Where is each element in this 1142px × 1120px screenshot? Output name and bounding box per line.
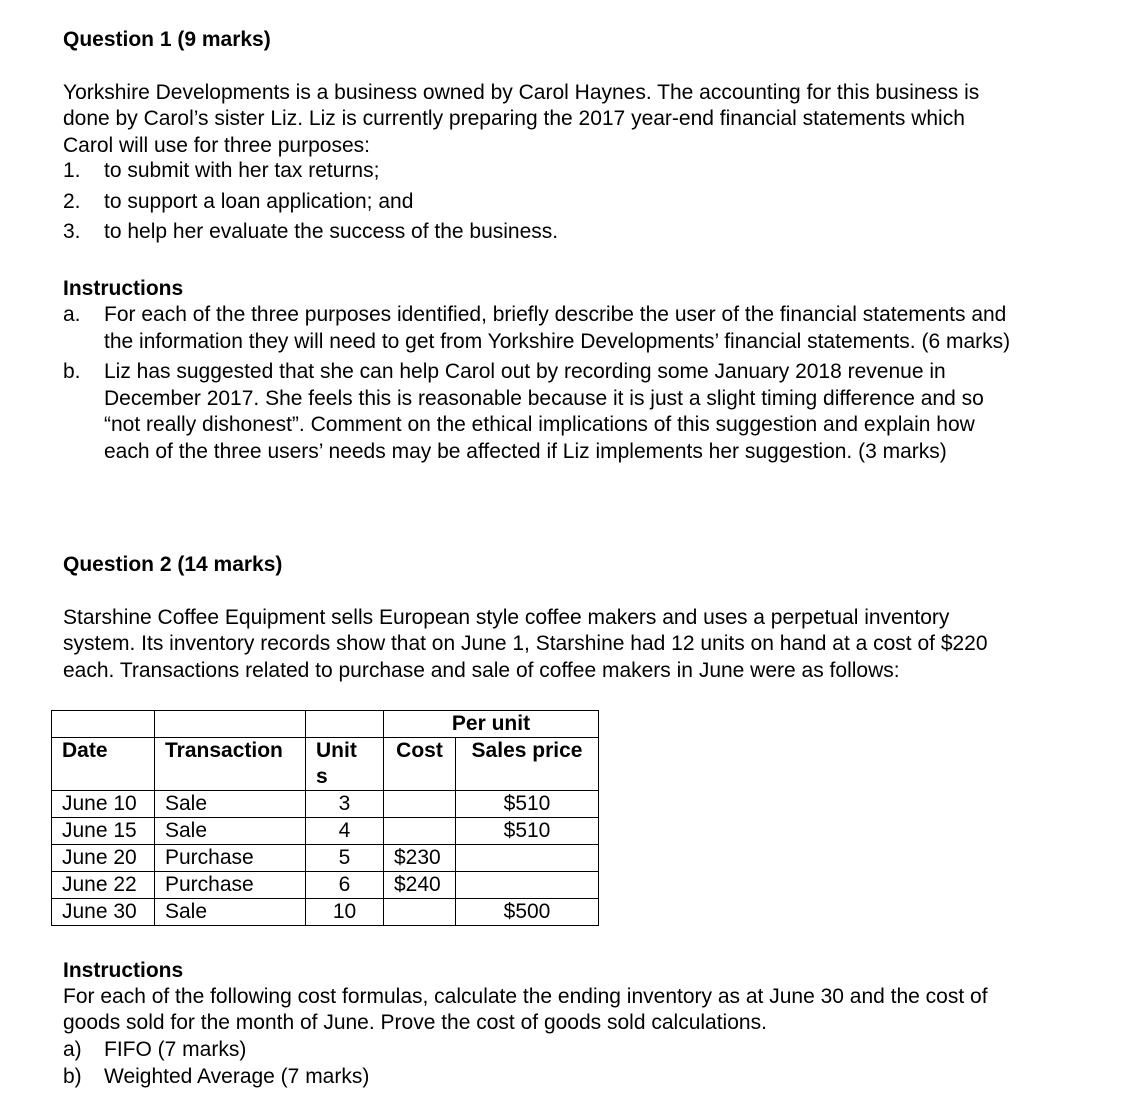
q2-intro-line: Starshine Coffee Equipment sells European style coffee makers and uses a perpetual inventory [63,606,950,629]
date-cell: June 22 [52,872,155,899]
units-cell: 5 [306,845,384,872]
q2-instructions-text [63,984,988,1037]
units-cell: 10 [306,899,384,926]
cost-cell [384,818,456,845]
instruction-line: each of the three users’ needs may be affected if Liz implements her suggestion. (3 marks) [104,439,947,463]
q2-intro-line: each. Transactions related to purchase and sale of coffee makers in June were as follows: [63,658,900,682]
list-text: FIFO (7 marks) [104,1038,247,1061]
transaction-header: Transaction [155,738,306,791]
transaction-cell: Sale [155,899,306,926]
table-row [52,899,599,926]
instruction-line: December 2017. She feels this is reasonable because it is just a slight timing difference and so [104,386,984,410]
list-text [104,359,984,465]
list-label: b. [63,360,81,383]
date-cell: June 15 [52,818,155,845]
price-cell [456,872,599,899]
q1-intro-line: Yorkshire Developments is a business owned by Carol Haynes. The accounting for this business is [63,81,980,104]
units-header: Unit s [306,738,384,791]
transaction-cell: Purchase [155,845,306,872]
table-group-header-row [52,711,599,738]
cost-cell: $240 [384,872,456,899]
q2-intro-line: system. Its inventory records show that on June 1, Starshine had 12 units on hand at a cost of $220 [63,632,988,656]
date-cell: June 30 [52,899,155,926]
list-label: b) [63,1065,82,1088]
q2-instructions-heading: Instructions [63,959,184,982]
table-row [52,872,599,899]
cost-cell [384,899,456,926]
instruction-line: goods sold for the month of June. Prove the cost of goods sold calculations. [63,1011,767,1035]
cost-cell [384,791,456,818]
table-row [52,845,599,872]
sales-price-header: Sales price [456,738,599,791]
date-cell: June 20 [52,845,155,872]
price-cell [456,845,599,872]
table-row [52,818,599,845]
inventory-table [51,710,599,926]
price-cell: $510 [456,791,599,818]
instruction-line: For each of the three purposes identified, briefly describe the user of the financial statements and [104,303,1007,326]
table-row [52,791,599,818]
q1-instructions-heading: Instructions [63,277,184,300]
per-unit-header: Per unit [384,711,599,738]
instruction-line: For each of the following cost formulas, calculate the ending inventory as at June 30 and the cost of [63,985,988,1008]
list-label: a) [63,1038,82,1061]
units-cell: 6 [306,872,384,899]
list-label: 1. [63,159,81,182]
date-header: Date [52,738,155,791]
transaction-cell: Sale [155,791,306,818]
list-text [104,302,1010,355]
list-label: 2. [63,190,81,213]
q1-intro-line: Carol will use for three purposes: [63,133,370,157]
transaction-cell: Sale [155,818,306,845]
q1-title: Question 1 (9 marks) [63,28,271,51]
cost-cell: $230 [384,845,456,872]
instruction-line: “not really dishonest”. Comment on the ethical implications of this suggestion and explain how [104,413,975,436]
list-text: Weighted Average (7 marks) [104,1065,370,1088]
units-cell: 3 [306,791,384,818]
cost-header: Cost [384,738,456,791]
q1-intro [63,80,979,159]
date-cell: June 10 [52,791,155,818]
instruction-line: the information they will need to get from Yorkshire Developments’ financial statements. (6 marks) [104,329,1011,353]
q1-intro-line: done by Carol’s sister Liz. Liz is currently preparing the 2017 year-end financial statements which [63,107,965,131]
units-cell: 4 [306,818,384,845]
q2-intro [63,605,988,684]
list-text: to help her evaluate the success of the business. [104,220,559,243]
price-cell: $510 [456,818,599,845]
transaction-cell: Purchase [155,872,306,899]
list-label: 3. [63,220,81,243]
q2-title: Question 2 (14 marks) [63,553,283,576]
price-cell: $500 [456,899,599,926]
table-header-row [52,738,599,791]
list-label: a. [63,303,81,326]
list-text: to submit with her tax returns; [104,159,380,182]
instruction-line: Liz has suggested that she can help Carol out by recording some January 2018 revenue in [104,360,946,383]
list-text: to support a loan application; and [104,190,414,213]
